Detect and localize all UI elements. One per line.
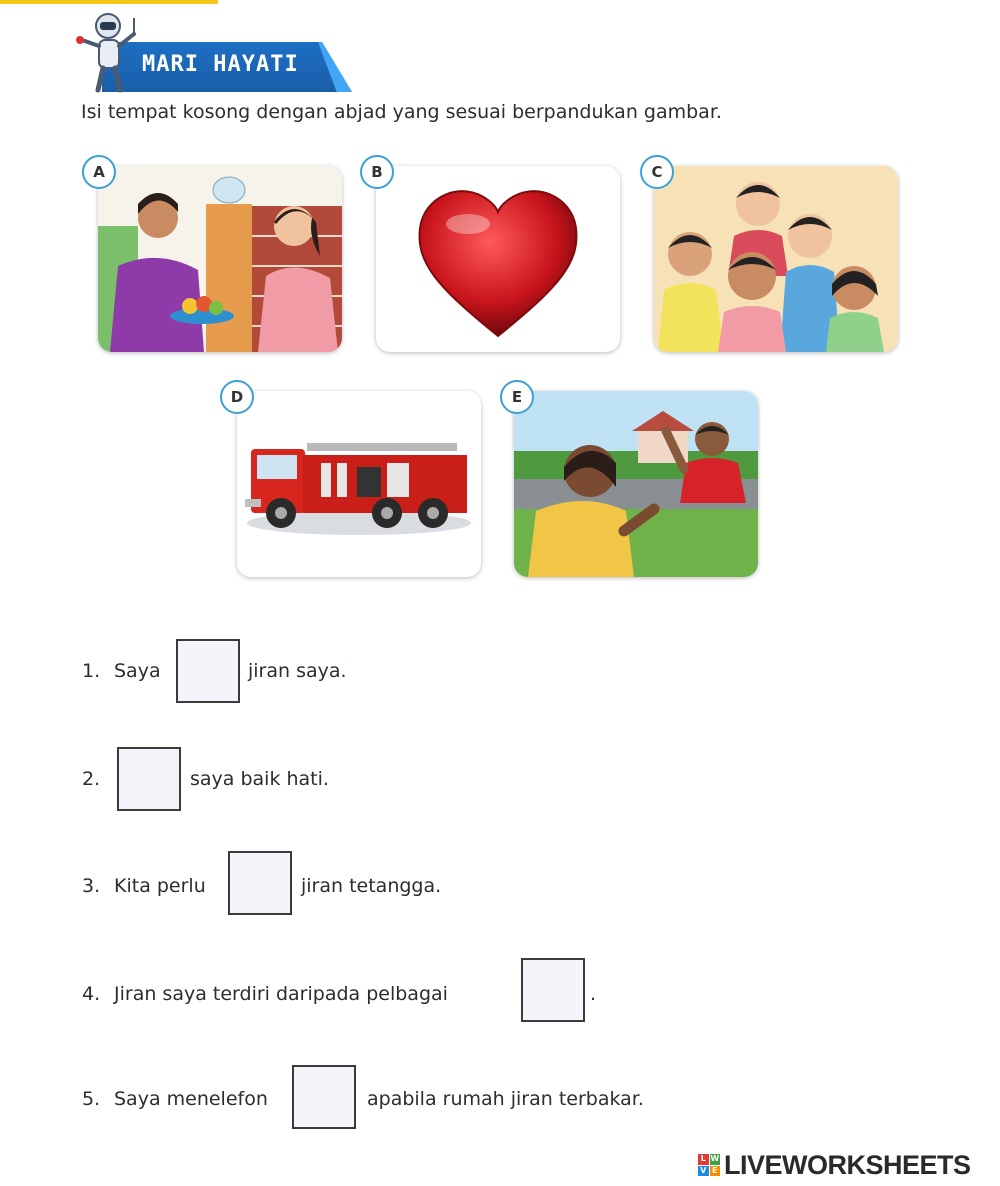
banner-title: MARI HAYATI: [142, 52, 299, 77]
neighbours-sharing-food-icon: [98, 166, 342, 352]
answer-box-2[interactable]: [117, 747, 181, 811]
answer-box-3[interactable]: [228, 851, 292, 915]
group-of-children-icon: [654, 166, 898, 352]
astronaut-mascot-icon: [72, 10, 152, 98]
question-5-number: 5.: [82, 1088, 101, 1110]
fire-engine-icon: [237, 391, 481, 577]
boys-waving-icon: [514, 391, 758, 577]
picture-label-a: A: [82, 155, 116, 189]
question-2-text-after: saya baik hati.: [190, 768, 329, 790]
question-3-text-after: jiran tetangga.: [301, 875, 442, 897]
question-5-text-after: apabila rumah jiran terbakar.: [367, 1088, 644, 1110]
picture-label-b: B: [360, 155, 394, 189]
picture-card-b: [376, 166, 620, 352]
question-1-text-after: jiran saya.: [248, 660, 347, 682]
picture-card-e: [514, 391, 758, 577]
answer-box-4[interactable]: [521, 958, 585, 1022]
question-1-text-before: Saya: [114, 660, 161, 682]
question-4-number: 4.: [82, 983, 101, 1005]
picture-card-d: [237, 391, 481, 577]
picture-card-a: [98, 166, 342, 352]
question-5-text-before: Saya menelefon: [114, 1088, 268, 1110]
section-banner: [72, 10, 362, 98]
instruction-text: Isi tempat kosong dengan abjad yang sesuai berpandukan gambar.: [81, 101, 722, 123]
red-heart-icon: [376, 166, 620, 352]
question-3-text-before: Kita perlu: [114, 875, 206, 897]
answer-box-5[interactable]: [292, 1065, 356, 1129]
watermark-text: LIVEWORKSHEETS: [724, 1149, 971, 1180]
picture-label-e: E: [500, 380, 534, 414]
question-3-number: 3.: [82, 875, 101, 897]
liveworksheets-watermark: [698, 1150, 971, 1180]
picture-label-d: D: [220, 380, 254, 414]
question-2-number: 2.: [82, 768, 101, 790]
liveworksheets-logo-icon: L W V E: [698, 1154, 720, 1176]
picture-card-c: [654, 166, 898, 352]
picture-label-c: C: [640, 155, 674, 189]
question-4-text-before: Jiran saya terdiri daripada pelbagai: [114, 983, 448, 1005]
top-accent-strip: [0, 0, 218, 4]
question-1-number: 1.: [82, 660, 101, 682]
answer-box-1[interactable]: [176, 639, 240, 703]
question-4-text-after: .: [590, 983, 597, 1005]
